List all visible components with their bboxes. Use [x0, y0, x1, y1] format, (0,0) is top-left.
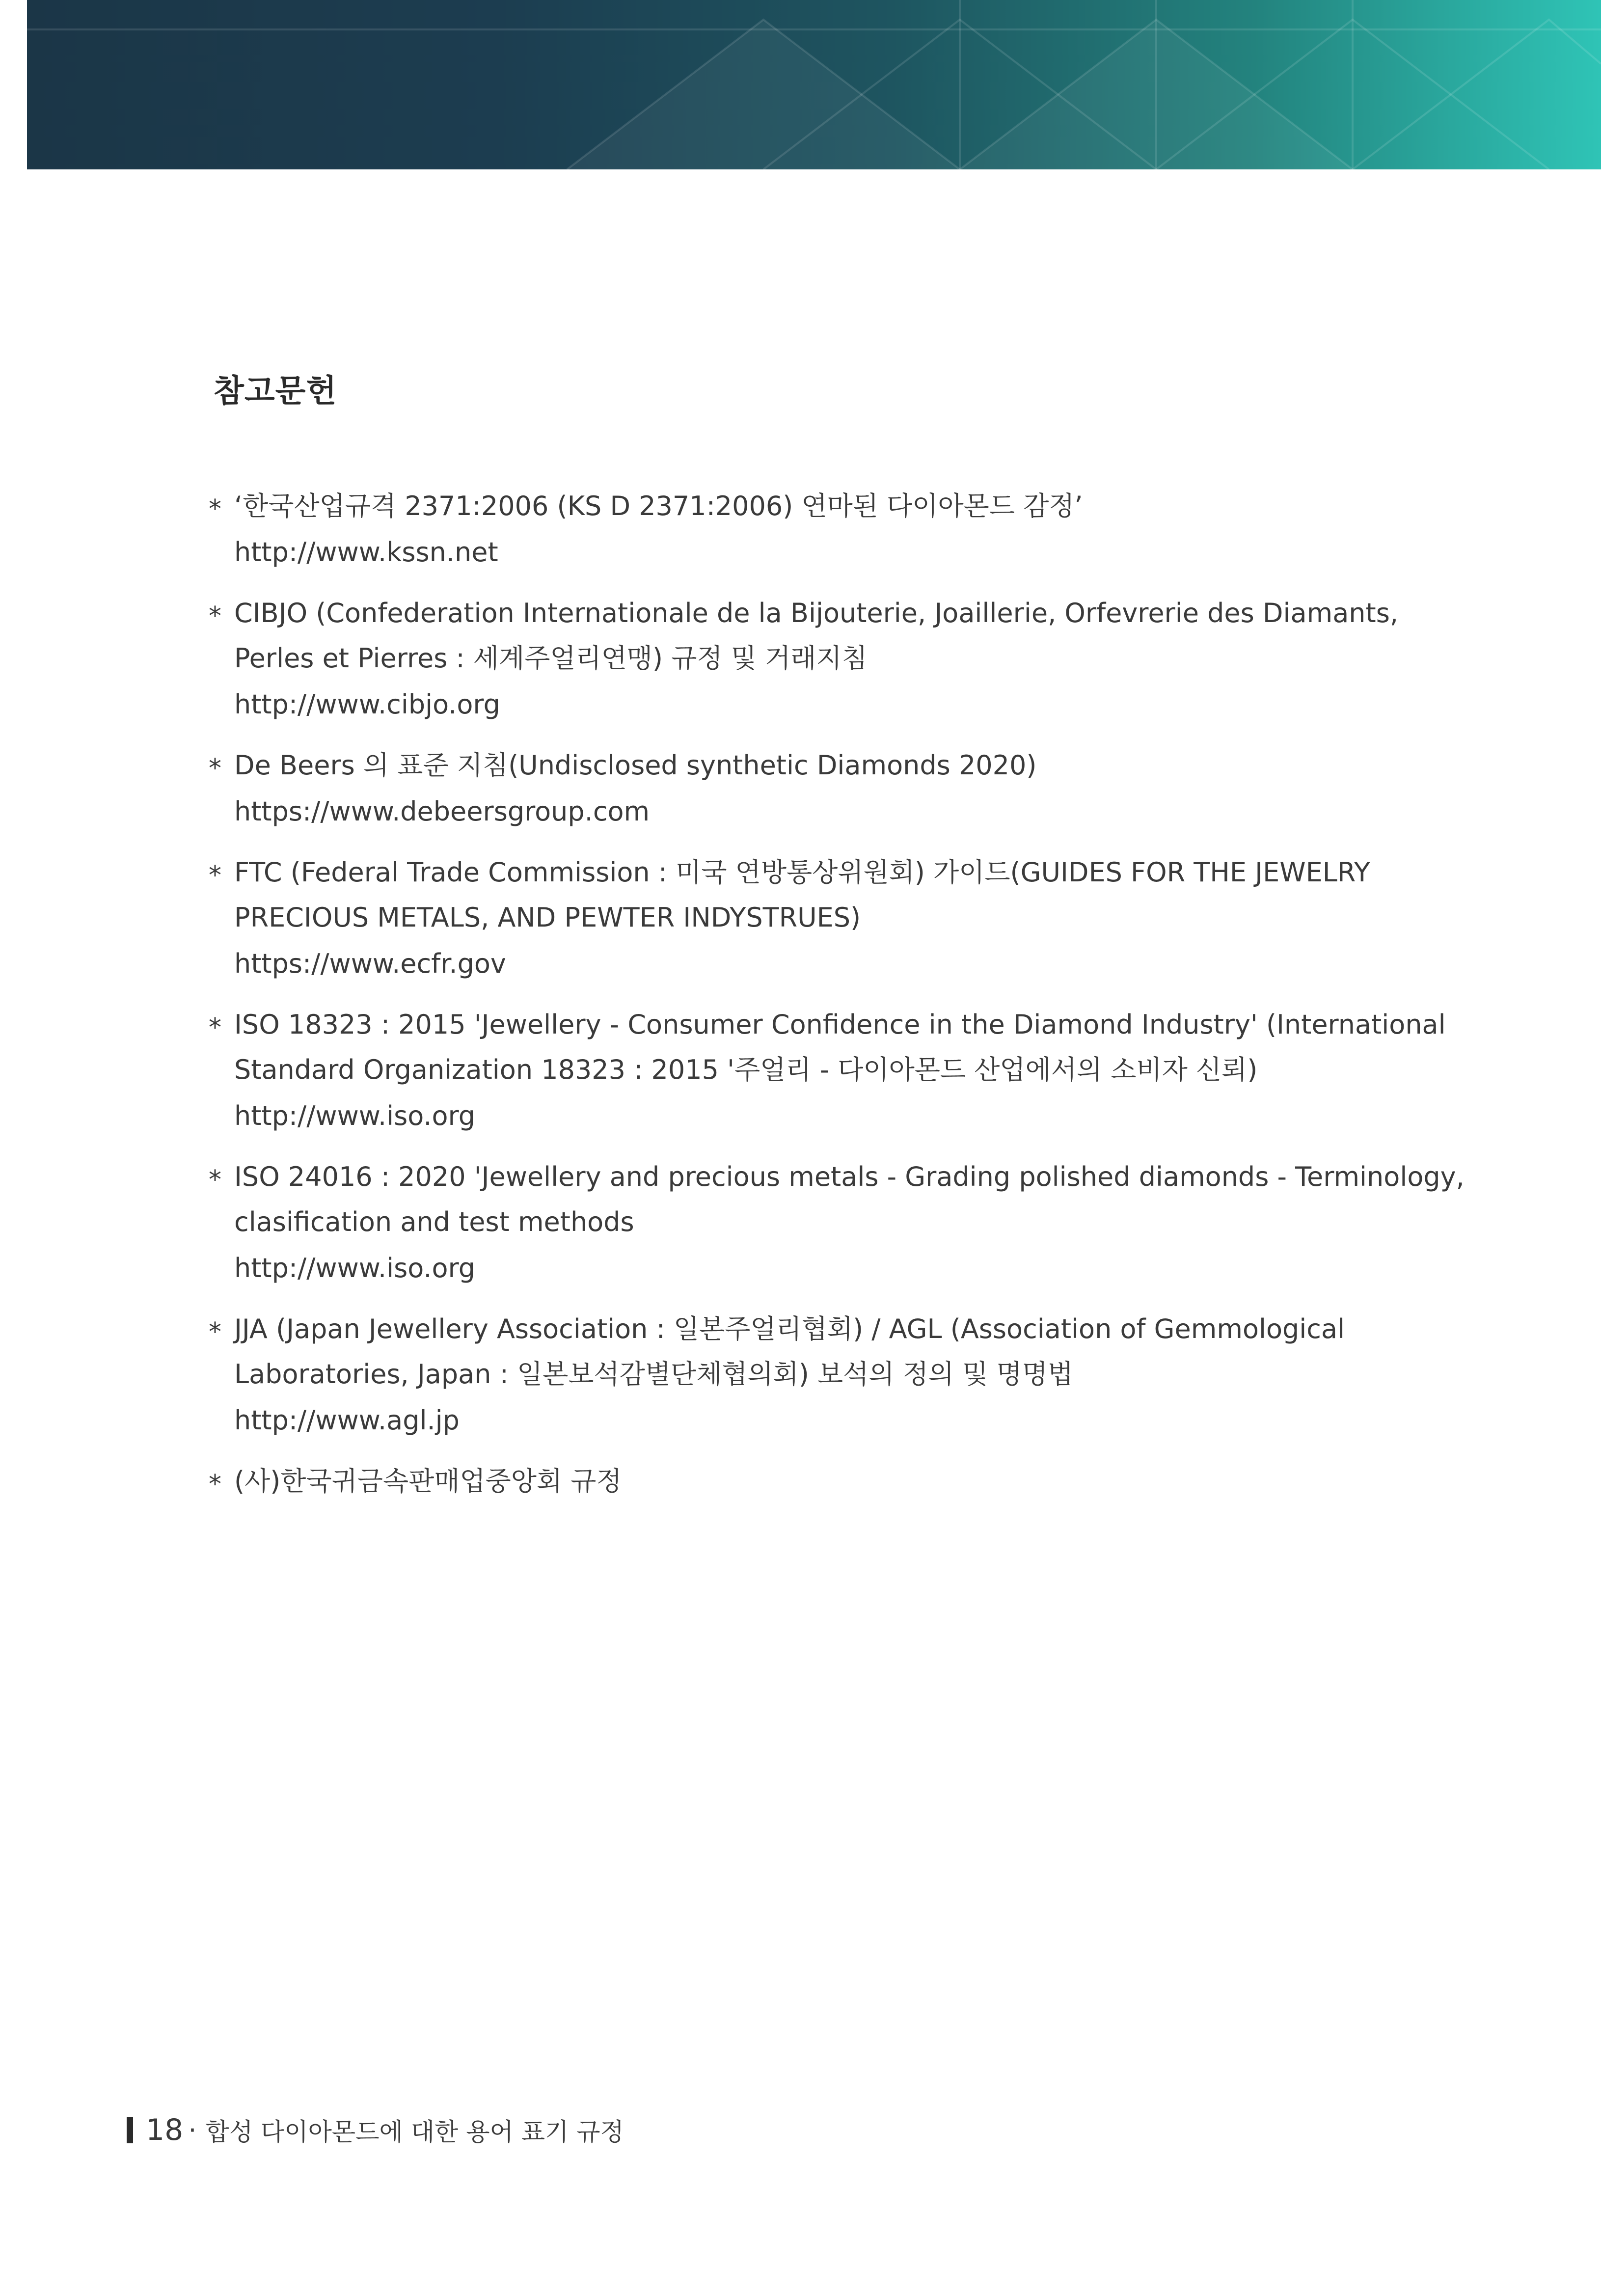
reference-item — [209, 591, 1465, 728]
reference-text: ‘한국산업규격 2371:2006 (KS D 2371:2006) 연마된 다이아몬드 감정’ — [234, 491, 1083, 521]
header-pattern — [27, 0, 1601, 169]
reference-text: ISO 18323 : 2015 'Jewellery - Consumer Confidence in the Diamond Industry' (International — [234, 1009, 1446, 1040]
reference-url[interactable]: https://www.debeersgroup.com — [234, 796, 650, 827]
bullet-star: * — [209, 1470, 221, 1499]
bullet-star: * — [209, 1165, 221, 1195]
reference-text: clasification and test methods — [234, 1206, 634, 1237]
reference-text: (사)한국귀금속판매업중앙회 규정 — [234, 1466, 622, 1497]
reference-url[interactable]: http://www.cibjo.org — [234, 689, 500, 720]
header-band — [27, 0, 1601, 169]
reference-text: ISO 24016 : 2020 'Jewellery and precious metals - Grading polished diamonds - Terminology, — [234, 1161, 1465, 1192]
reference-url[interactable]: http://www.agl.jp — [234, 1405, 460, 1436]
page-title: 참고문헌 — [214, 373, 337, 410]
reference-item — [209, 1307, 1465, 1444]
reference-text: De Beers 의 표준 지침(Undisclosed synthetic Diamonds 2020) — [234, 750, 1037, 781]
reference-url[interactable]: http://www.iso.org — [234, 1253, 476, 1284]
page-number: 18 — [146, 2113, 184, 2147]
reference-url[interactable]: http://www.iso.org — [234, 1100, 476, 1131]
bullet-star: * — [209, 754, 221, 783]
bullet-star: * — [209, 1013, 221, 1042]
page-footer — [127, 2112, 624, 2148]
reference-item — [209, 743, 1465, 835]
bullet-star: * — [209, 601, 221, 631]
reference-text: Laboratories, Japan : 일본보석감별단체협의회) 보석의 정의 및 명명법 — [234, 1359, 1074, 1390]
footer-bar — [127, 2117, 133, 2143]
reference-item — [209, 850, 1465, 987]
reference-item — [209, 484, 1465, 576]
reference-url[interactable]: https://www.ecfr.gov — [234, 948, 506, 979]
bullet-star: * — [209, 861, 221, 890]
document-title: 합성 다이아몬드에 대한 용어 표기 규정 — [205, 2118, 624, 2146]
footer-separator: · — [188, 2114, 197, 2146]
reference-text: JJA (Japan Jewellery Association : 일본주얼리협회) / AGL (Association of Gemmological — [234, 1313, 1345, 1344]
reference-item — [209, 1459, 1465, 1504]
reference-text: CIBJO (Confederation Internationale de la Bijouterie, Joaillerie, Orfevrerie des Diamants, — [234, 598, 1398, 629]
reference-text: Standard Organization 18323 : 2015 '주얼리 - 다이아몬드 산업에서의 소비자 신뢰) — [234, 1054, 1258, 1085]
bullet-star: * — [209, 1317, 221, 1347]
reference-url[interactable]: http://www.kssn.net — [234, 537, 498, 568]
reference-text: FTC (Federal Trade Commission : 미국 연방통상위원회) 가이드(GUIDES FOR THE JEWELRY — [234, 857, 1370, 888]
reference-text: PRECIOUS METALS, AND PEWTER INDYSTRUES) — [234, 902, 861, 933]
reference-text: Perles et Pierres : 세계주얼리연맹) 규정 및 거래지침 — [234, 643, 868, 674]
bullet-star: * — [209, 494, 221, 524]
reference-item — [209, 1002, 1465, 1140]
reference-item — [209, 1154, 1465, 1292]
reference-list — [209, 484, 1465, 1519]
